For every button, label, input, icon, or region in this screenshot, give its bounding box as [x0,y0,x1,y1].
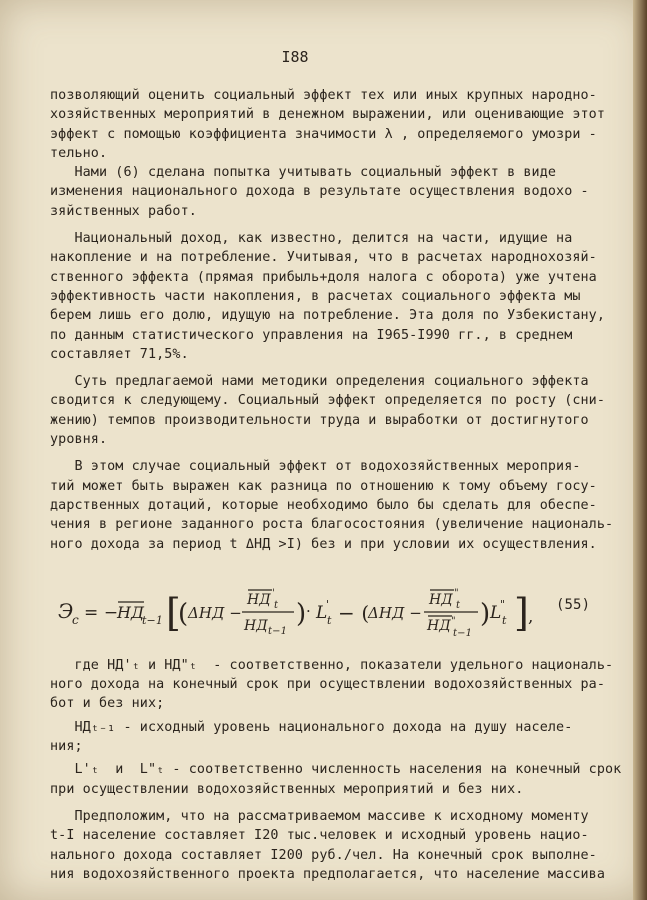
text-line: берем лишь его долю, идущую на потребление. Эта доля по Узбекистану, [50,308,606,324]
formula-lhs: Э [58,598,74,623]
definition-2 [50,718,624,757]
formula-minus-paren: − ( [338,600,370,625]
formula-bracket-close: ] [514,590,529,635]
formula-term1-sub: t−1 [142,613,163,627]
text-line: эффективность части накопления, в расчетах социального эффекта мы [50,288,581,304]
text-line: тий может быть выражен как разница по отношению к тому объему госу- [50,478,597,494]
text-line: чения в регионе заданного роста благосостояния (увеличение националь- [50,517,614,533]
formula-frac2-den-sub: t−1 [453,627,473,639]
text-line: нального дохода составляет I200 руб./чел. На конечный срок выполне- [50,847,597,863]
formula-frac2-num: НД [429,591,453,608]
text-line: L'ₜ и L"ₜ - соответственно численность населения на конечный срок [50,762,622,778]
text-line: ственного эффекта (прямая прибыль+доля налога с оборота) уже учтена [50,269,597,285]
text-line: дарственных дотаций, которые необходимо было бы сделать для обеспе- [50,497,597,513]
formula-frac2-den-sup: " [451,615,456,627]
formula-paren-close: ) [296,598,307,629]
text-line: НДₜ₋₁ - исходный уровень национального дохода на душу населе- [50,719,573,735]
text-line: Предположим, что на рассматриваемом массиве к исходному моменту [50,808,589,824]
text-line: эффект с помощью коэффициента значимости λ , определяемого умозри - [50,126,597,142]
formula-graphic [50,572,550,650]
formula-l1: L [316,602,328,623]
page-number: I88 [281,48,309,66]
formula-paren-close-2: ) [480,598,491,629]
formula-frac1-den-sub: t−1 [268,625,288,637]
formula-frac1-num: НД [247,591,271,608]
formula-l2: L [490,602,502,623]
book-binding-edge [633,0,647,900]
formula-frac2-num-sub: t [456,599,461,611]
formula-paren-open: ( [178,598,189,629]
text-line: при осуществлении водохозяйственных мероприятий и без них. [50,781,524,797]
formula-frac2-den: НД [427,617,451,634]
formula-l1-sup: ' [326,597,330,611]
text-line: ного дохода на конечный срок при осуществлении водохозяйственных ра- [50,677,606,693]
formula-comma: , [528,606,534,627]
text-line: сводится к следующему. Социальный эффект определяется по росту (сни- [50,393,606,409]
formula-l2-sub: t [502,613,507,627]
definition-1 [50,656,624,714]
text-line: ного дохода за период t ΔНД >I) без и при условии их осуществления. [50,536,597,552]
formula-frac1-num-sup: ' [272,587,275,599]
formula-lhs-sub: c [72,612,79,627]
paragraph-1 [50,86,624,163]
text-line: жению) темпов производительности труда и выработки от достигнутого [50,412,589,428]
formula-55 [50,572,624,650]
paragraph-final [50,807,624,884]
text-line: по данным статистического управления на I965-I990 гг., в среднем [50,327,573,343]
text-line: ния водохозяйственного проекта предполагается, что население массива [50,866,606,882]
text-line: где НД'ₜ и НД"ₜ - соответственно, показатели удельного националь- [50,657,614,673]
paragraph-2 [50,163,624,221]
formula-number: (55) [556,596,591,613]
formula-delta-nd: ΔНД − [188,603,242,622]
text-line: составляет 71,5%. [50,346,189,362]
paragraph-3 [50,229,624,364]
formula-bracket-open: [ [166,590,181,635]
text-line: изменения национального дохода в результате осуществления водохо - [50,184,589,200]
paragraph-4 [50,372,624,449]
text-line: тельно. [50,145,108,161]
text-line: хозяйственных мероприятий в денежном выражении, или оценивающие этот [50,107,606,123]
formula-l2-sup: " [500,597,506,611]
text-line: накопление и на потребление. Учитывая, что в расчетах народнохозяй- [50,250,597,266]
text-line: Суть предлагаемой нами методики определения социального эффекта [50,374,589,390]
formula-l1-sub: t [327,613,332,627]
formula-frac2-num-sup: " [454,587,459,599]
text-line: позволяющий оценить социальный эффект тех или иных крупных народно- [50,88,597,103]
paragraph-5 [50,457,624,553]
text-line: t-I население составляет I20 тыс.человек и исходный уровень нацио- [50,828,589,844]
formula-term1: НД [117,602,145,622]
text-line: Национальный доход, как известно, делится на части, идущие на [50,231,573,247]
text-line: бот и без них; [50,696,165,712]
formula-frac1-num-sub: t [274,599,279,611]
text-line: уровня. [50,432,108,448]
formula-equals: = − [84,602,119,623]
formula-frac1-den: НД [244,617,268,634]
text-line: ния; [50,739,83,755]
formula-dot: · [306,601,311,620]
formula-delta-nd-2: ΔНД − [368,603,422,622]
text-line: Нами (6) сделана попытка учитывать социальный эффект в виде [50,165,557,181]
definition-3 [50,760,624,799]
document-body [50,86,624,884]
text-line: зяйственных работ. [50,203,197,219]
text-line: В этом случае социальный эффект от водохозяйственных мероприя- [50,459,581,475]
